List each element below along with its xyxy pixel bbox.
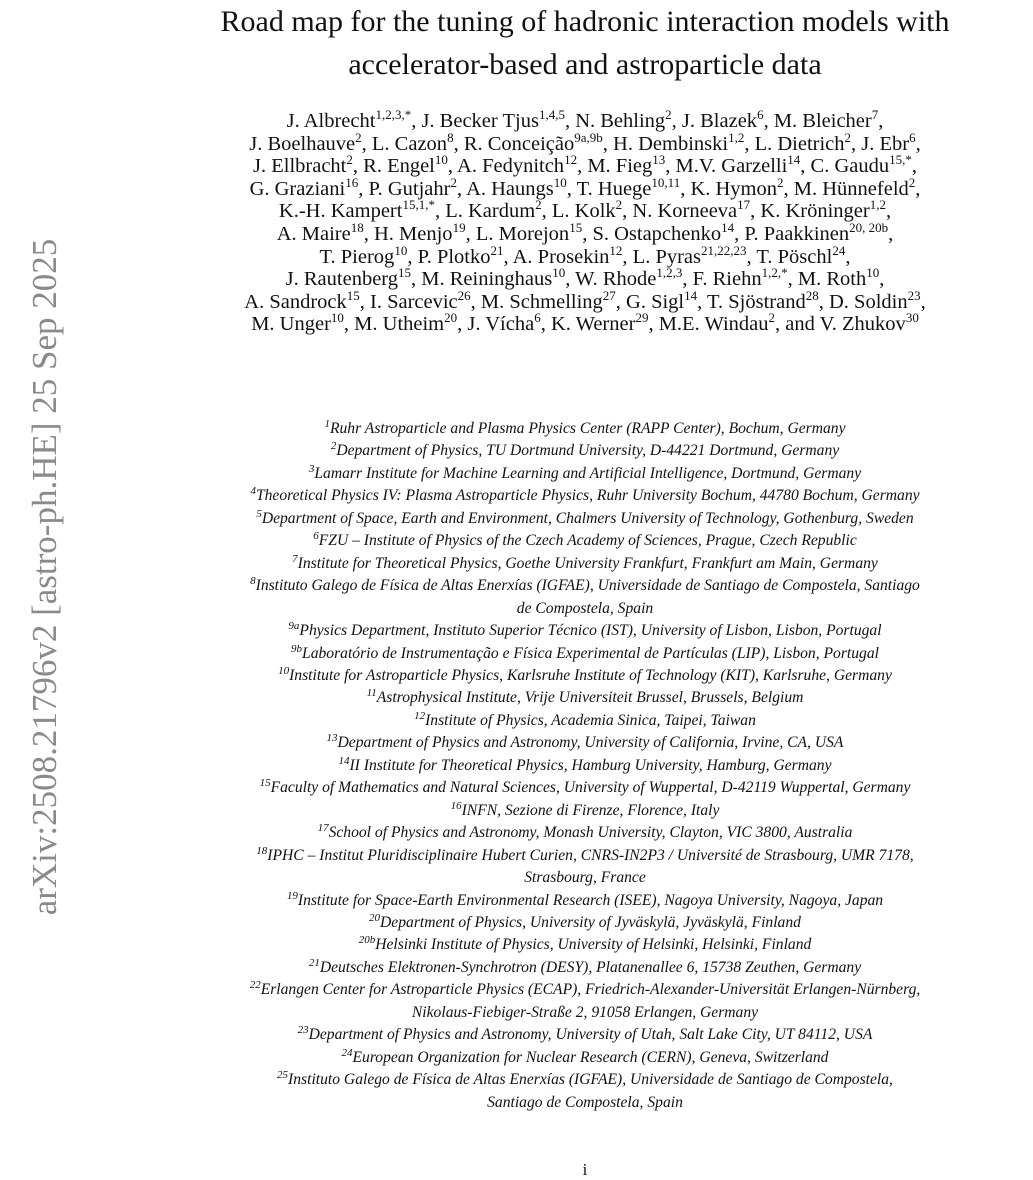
author-name: S. Ostapchenko (592, 222, 722, 245)
affiliation-number: 2 (330, 440, 337, 453)
author (421, 107, 565, 132)
author-name: H. Menjo (373, 222, 453, 245)
author-affiliation-marks: 21,22,23 (701, 242, 747, 258)
affiliation (135, 934, 1033, 956)
affiliation-continuation: Nikolaus-Fiebiger-Straße 2, 91058 Erlangen, Germany (411, 1003, 759, 1021)
author-name: M. Hünnefeld (793, 177, 909, 200)
affiliation-text: Astrophysical Institute, Vrije Universiteit Brussel, Brussels, Belgium (376, 689, 804, 707)
author-list (135, 107, 1033, 336)
author-affiliation-marks: 23 (907, 287, 921, 303)
author (797, 265, 880, 291)
author-line: A. Maire$^{18}$, H. Menjo$^{19}$, L. Morejon$^{15}$, S. Ostapchenko$^{14}$, P. Paakkinen$^{20, 20b}$, (276, 220, 894, 245)
affiliation-number: 4 (250, 485, 256, 498)
author-name: G. Graziani (249, 177, 346, 200)
page-number: i (582, 1160, 588, 1179)
author-affiliation-marks: 15 (569, 220, 583, 236)
author-name: L. Cazon (371, 132, 448, 155)
author-name: T. Pöschl (756, 245, 833, 268)
author-name: K.-H. Kampert (278, 200, 403, 223)
affiliation (135, 643, 1033, 665)
author-affiliation-marks: 18 (350, 220, 364, 236)
author (285, 265, 412, 291)
affiliation-continuation: de Compostela, Spain (516, 599, 654, 617)
author (480, 287, 616, 313)
author (810, 152, 912, 178)
author (368, 174, 457, 200)
affiliation (135, 463, 1033, 485)
affiliation-number: 6 (313, 530, 319, 543)
author-name: L. Kardum (445, 200, 536, 223)
author (417, 242, 504, 268)
affiliation (135, 755, 1033, 777)
author (587, 152, 666, 178)
affiliation-text: Deutsches Elektronen-Synchrotron (DESY), Platanenallee 6, 15738 Zeuthen, Germany (319, 958, 862, 976)
author (575, 265, 683, 291)
author (463, 129, 603, 155)
author-line: M. Unger$^{10}$, M. Utheim$^{20}$, J. Vícha$^6$, K. Werner$^{29}$, M.E. Windau$^2$, and V. Zhukov$^{30}$ (251, 310, 919, 336)
affiliation-text: Theoretical Physics IV: Plasma Astroparticle Physics, Ruhr University Bochum, 44780 Bochum, Germany (255, 487, 920, 505)
author-name: A. Haungs (466, 177, 554, 200)
affiliation (135, 845, 1033, 867)
author-affiliation-marks: 9a,9b (574, 129, 603, 145)
author-affiliation-marks: 14 (684, 287, 698, 303)
author-affiliation-marks: 1,2 (728, 129, 745, 145)
author (551, 197, 623, 223)
author-name: L. Morejon (475, 222, 570, 245)
author (658, 310, 776, 336)
author (251, 310, 344, 336)
author-name: A. Prosekin (512, 245, 610, 268)
author (286, 107, 412, 132)
affiliation (135, 822, 1033, 844)
affiliation-text: Helsinki Institute of Physics, University of Helsinki, Helsinki, Finland (375, 936, 812, 954)
author-name: M. Fieg (587, 155, 653, 178)
author-name: L. Kolk (551, 200, 616, 223)
affiliation-text: II Institute for Theoretical Physics, Hamburg University, Hamburg, Germany (349, 756, 832, 774)
author-affiliation-marks: 2 (844, 129, 852, 145)
affiliation-text: European Organization for Nuclear Research (CERN), Geneva, Switzerland (352, 1048, 829, 1066)
author-name: T. Sjöstrand (707, 290, 806, 313)
author-affiliation-marks: 2 (355, 129, 362, 145)
author (675, 152, 801, 178)
author-affiliation-marks: 15,* (889, 152, 912, 168)
author-affiliation-marks: 14 (787, 152, 801, 168)
author-affiliation-marks: 2 (768, 310, 776, 326)
author-affiliation-marks: 10,11 (651, 174, 681, 190)
author (354, 310, 458, 336)
affiliation (135, 912, 1033, 934)
title-line: accelerator-based and astroparticle data (348, 48, 822, 81)
author-name: M. Reininghaus (421, 268, 553, 291)
author-name: N. Behling (575, 110, 666, 132)
author-affiliation-marks: 6 (534, 310, 541, 326)
author-affiliation-marks: 10 (394, 242, 408, 258)
author (576, 174, 681, 200)
author-name: P. Plotko (417, 245, 491, 268)
author-affiliation-marks: 6 (757, 107, 764, 123)
author (475, 220, 583, 245)
author-name: L. Pyras (632, 245, 701, 268)
author-affiliation-marks: 10 (552, 265, 566, 281)
affiliation (135, 800, 1033, 822)
author-affiliation-marks: 1,4,5 (538, 107, 565, 123)
author-name: W. Rhode (575, 268, 657, 291)
author-affiliation-marks: 26 (457, 287, 471, 303)
affiliation (135, 418, 1033, 440)
author-affiliation-marks: 24 (832, 242, 846, 258)
author (550, 310, 649, 336)
author (690, 174, 784, 200)
author (754, 129, 852, 155)
affiliation-text: Institute for Theoretical Physics, Goethe University Frankfurt, Frankfurt am Main, Germany (297, 554, 878, 572)
author-name: J. Boelhauve (249, 132, 356, 155)
author-name: J. Albrecht (286, 110, 376, 132)
affiliation-text: Department of Physics, University of Jyväskylä, Jyväskylä, Finland (380, 913, 801, 931)
author-name: M.E. Windau (658, 313, 769, 336)
author-name: J. Ebr (861, 132, 910, 155)
author (363, 152, 448, 178)
author (773, 107, 879, 132)
affiliation-continuation: Strasbourg, France (524, 869, 646, 887)
author-affiliation-marks: 29 (635, 310, 649, 326)
author-affiliation-marks: 2 (450, 174, 457, 190)
author (632, 242, 747, 268)
affiliation (135, 777, 1033, 799)
paper-title (135, 0, 1033, 86)
author (421, 265, 566, 291)
author-line: J. Boelhauve$^2$, L. Cazon$^8$, R. Conceição$^{9a,9b}$, H. Dembinski$^{1,2}$, L. Dietrich$^2$, J. Ebr$^6$, (249, 129, 921, 155)
author (244, 287, 360, 313)
affiliation-number: 20 (369, 911, 381, 924)
author-affiliation-marks: 12 (609, 242, 623, 258)
author-affiliation-marks: 2 (665, 107, 672, 123)
author (707, 287, 819, 313)
author-name: J. Ellbracht (253, 155, 347, 178)
affiliation (135, 440, 1033, 462)
affiliation-number: 1 (324, 417, 330, 430)
title-line: Road map for the tuning of hadronic interaction models with (220, 5, 950, 38)
author (592, 220, 735, 245)
affiliation-number: 19 (286, 889, 298, 902)
author-name: A. Maire (276, 222, 351, 245)
author-name: M. Roth (797, 268, 867, 291)
author (373, 220, 466, 245)
affiliation (135, 620, 1033, 642)
author-affiliation-marks: 8 (447, 129, 454, 145)
affiliation (135, 710, 1033, 732)
author (861, 129, 916, 155)
author-name: T. Huege (576, 177, 652, 200)
author-line: G. Graziani$^{16}$, P. Gutjahr$^2$, A. Haungs$^{10}$, T. Huege$^{10,11}$, K. Hymon$^2$, M. Hünnefeld$^2$, (249, 174, 921, 200)
affiliation-text: Erlangen Center for Astroparticle Physics (ECAP), Friedrich-Alexander-Universität Erlangen-Nürnberg, (260, 981, 921, 999)
author (681, 107, 764, 132)
affiliation-text: Department of Physics and Astronomy, University of California, Irvine, CA, USA (337, 734, 844, 752)
author-name: R. Conceição (463, 132, 575, 155)
affiliation-text: Institute for Space-Earth Environmental Research (ISEE), Nagoya University, Nagoya, Japan (297, 891, 884, 909)
affiliation-number: 7 (292, 552, 298, 565)
author (626, 287, 698, 313)
affiliation-number: 10 (278, 664, 290, 677)
author-affiliation-marks: 13 (652, 152, 666, 168)
author-name: A. Sandrock (244, 290, 347, 313)
author-name: M. Utheim (354, 313, 445, 336)
author (512, 242, 623, 268)
affiliation (135, 979, 1033, 1001)
author-affiliation-marks: 27 (602, 287, 616, 303)
author-name: H. Dembinski (613, 132, 729, 155)
author-name: G. Sigl (626, 290, 685, 313)
author-affiliation-marks: 17 (737, 197, 751, 213)
author (319, 242, 408, 268)
affiliation-continuation: Santiago de Compostela, Spain (487, 1093, 683, 1111)
author-name: P. Paakkinen (744, 222, 850, 245)
affiliation (135, 687, 1033, 709)
author-affiliation-marks: 1,2,3,* (375, 107, 412, 123)
author-name: F. Riehn (692, 268, 762, 291)
author-affiliation-marks: 2 (535, 197, 542, 213)
author (370, 287, 471, 313)
affiliation-text: Laboratório de Instrumentação e Física Experimental de Partículas (LIP), Lisbon, Portugal (302, 644, 879, 662)
affiliation (135, 508, 1033, 530)
affiliation-text: Lamarr Institute for Machine Learning and Artificial Intelligence, Dortmund, Germany (314, 464, 862, 482)
author (249, 174, 359, 200)
author (276, 220, 364, 245)
affiliation (135, 890, 1033, 912)
author (575, 107, 672, 132)
affiliation (135, 665, 1033, 687)
author (632, 197, 751, 223)
author-affiliation-marks: 1,2,* (761, 265, 788, 281)
author-name: J. Blazek (681, 110, 758, 132)
author-name: and V. Zhukov (785, 313, 906, 336)
affiliation-number: 13 (326, 732, 338, 745)
author (760, 197, 886, 223)
affiliation-number: 20b (358, 934, 376, 947)
affiliation-number: 3 (308, 462, 315, 475)
affiliation (135, 530, 1033, 552)
author-name: R. Engel (363, 155, 435, 178)
author-affiliation-marks: 20, 20b (849, 220, 889, 236)
affiliation-text: Department of Space, Earth and Environment, Chalmers University of Technology, Gothenburg, Sweden (261, 509, 914, 527)
affiliation-text: Institute for Astroparticle Physics, Karlsruhe Institute of Technology (KIT), Karlsruhe, Germany (289, 666, 892, 684)
author-name: M. Bleicher (773, 110, 872, 132)
affiliation-number: 12 (414, 709, 426, 722)
author-name: K. Werner (550, 313, 636, 336)
affiliation-text: Ruhr Astroparticle and Plasma Physics Center (RAPP Center), Bochum, Germany (329, 420, 846, 437)
author (253, 152, 353, 178)
author-affiliation-marks: 2 (615, 197, 623, 213)
author-name: J. Rautenberg (285, 268, 399, 291)
author-line: J. Ellbracht$^2$, R. Engel$^{10}$, A. Fedynitch$^{12}$, M. Fieg$^{13}$, M.V. Garzelli$^{14}$, C. Gaudu$^{15,*}$, (253, 152, 917, 178)
affiliation (135, 957, 1033, 979)
author-affiliation-marks: 1,2,3 (656, 265, 683, 281)
affiliation-text: School of Physics and Astronomy, Monash University, Clayton, VIC 3800, Australia (328, 824, 853, 842)
author (793, 174, 916, 200)
affiliation (135, 553, 1033, 575)
affiliation-number: 9b (291, 642, 303, 655)
author-name: M. Unger (251, 313, 331, 336)
author-affiliation-marks: 10 (330, 310, 344, 326)
author-line: J. Rautenberg$^{15}$, M. Reininghaus$^{10}$, W. Rhode$^{1,2,3}$, F. Riehn$^{1,2,*}$, M. Roth$^{10}$, (285, 265, 885, 291)
author-affiliation-marks: 15 (398, 265, 412, 281)
author-affiliation-marks: 2 (777, 174, 784, 190)
author-affiliation-marks: 1,2 (869, 197, 886, 213)
author-name: A. Fedynitch (457, 155, 565, 178)
author-name: N. Korneeva (632, 200, 738, 223)
affiliation-number: 14 (338, 754, 350, 767)
author-line: A. Sandrock$^{15}$, I. Sarcevic$^{26}$, M. Schmelling$^{27}$, G. Sigl$^{14}$, T. Sjöstrand$^{28}$, D. Soldin$^{23}$, (244, 287, 926, 313)
author-name: J. Becker Tjus (421, 110, 539, 132)
affiliation-number: 25 (277, 1068, 289, 1081)
affiliation-number: 18 (256, 844, 268, 857)
affiliation-number: 21 (308, 956, 320, 969)
affiliation (135, 1069, 1033, 1091)
author-affiliation-marks: 7 (871, 107, 879, 123)
author-affiliation-marks: 30 (905, 310, 919, 326)
author-affiliation-marks: 15 (346, 287, 360, 303)
author-name: K. Hymon (690, 177, 778, 200)
author-line: J. Albrecht$^{1,2,3,*}$, J. Becker Tjus$^{1,4,5}$, N. Behling$^2$, J. Blazek$^6$, M. Bleicher$^7$, (286, 107, 884, 132)
author-affiliation-marks: 16 (345, 174, 359, 190)
author-affiliation-marks: 19 (452, 220, 466, 236)
author (785, 310, 919, 336)
author-line: K.-H. Kampert$^{15,1,*}$, L. Kardum$^2$, L. Kolk$^2$, N. Korneeva$^{17}$, K. Kröninger$^{1,2}$, (278, 197, 892, 223)
author-name: M. Schmelling (480, 290, 603, 313)
author-affiliation-marks: 10 (866, 265, 880, 281)
author-name: M.V. Garzelli (675, 155, 788, 178)
affiliation-text: FZU – Institute of Physics of the Czech Academy of Sciences, Prague, Czech Republic (318, 532, 857, 550)
affiliation-number: 8 (250, 574, 256, 587)
affiliation-number: 22 (249, 979, 261, 992)
author-affiliation-marks: 10 (553, 174, 567, 190)
author (466, 174, 567, 200)
author-affiliation-marks: 6 (909, 129, 916, 145)
affiliation-text: Department of Physics, TU Dortmund University, D-44221 Dortmund, Germany (336, 442, 840, 460)
author (613, 129, 745, 155)
author (828, 287, 921, 313)
affiliation-number: 17 (317, 821, 329, 834)
affiliation (135, 1047, 1033, 1069)
author-name: T. Pierog (319, 245, 395, 268)
affiliation-text: Department of Physics and Astronomy, University of Utah, Salt Lake City, UT 84112, USA (308, 1026, 873, 1044)
author-affiliation-marks: 12 (564, 152, 578, 168)
author-name: C. Gaudu (810, 155, 890, 178)
author-affiliation-marks: 15,1,* (402, 197, 435, 213)
affiliation-list (135, 418, 1033, 1114)
affiliation-number: 9a (288, 619, 300, 632)
author-name: D. Soldin (828, 290, 908, 313)
affiliation (135, 575, 1033, 597)
affiliation-text: INFN, Sezione di Firenze, Florence, Italy (461, 801, 720, 819)
author (756, 242, 846, 268)
affiliation-text: Institute of Physics, Academia Sinica, Taipei, Taiwan (425, 711, 756, 729)
author-affiliation-marks: 20 (444, 310, 458, 326)
affiliation-text: Physics Department, Instituto Superior Técnico (IST), University of Lisbon, Lisbon, Portugal (299, 622, 882, 640)
author (445, 197, 542, 223)
affiliation (135, 485, 1033, 507)
affiliation-text: Faculty of Mathematics and Natural Sciences, University of Wuppertal, D-42119 Wuppertal, Germany (270, 779, 911, 797)
author-affiliation-marks: 2 (908, 174, 916, 190)
affiliation-number: 11 (366, 687, 377, 700)
author (467, 310, 541, 336)
author (744, 220, 889, 245)
author (371, 129, 454, 155)
affiliation-number: 24 (341, 1046, 353, 1059)
author-name: K. Kröninger (760, 200, 870, 223)
affiliation-number: 15 (259, 777, 271, 790)
affiliation-number: 23 (297, 1024, 309, 1037)
affiliation-text: Instituto Galego de Física de Altas Enerxías (IGFAE), Universidade de Santiago de Compostela, Santiago (255, 577, 920, 595)
affiliation-number: 16 (450, 799, 462, 812)
affiliation-text: IPHC – Institut Pluridisciplinaire Hubert Curien, CNRS-IN2P3 / Université de Strasbourg, UMR 7178, (267, 846, 914, 864)
affiliation (135, 1024, 1033, 1046)
author-name: I. Sarcevic (370, 290, 458, 313)
author (249, 129, 362, 155)
author-affiliation-marks: 28 (805, 287, 819, 303)
author (278, 197, 435, 223)
affiliation-text: Instituto Galego de Física de Altas Enerxías (IGFAE), Universidade de Santiago de Compostela, (288, 1071, 893, 1089)
author-affiliation-marks: 2 (346, 152, 353, 168)
arxiv-identifier-sidebar: arXiv:2508.21796v2 [astro-ph.HE] 25 Sep 2025 (25, 238, 64, 916)
author (457, 152, 578, 178)
affiliation (135, 732, 1033, 754)
author-name: P. Gutjahr (368, 177, 451, 200)
author (692, 265, 788, 291)
author-name: J. Vícha (467, 313, 535, 336)
affiliation-number: 5 (256, 507, 262, 520)
author-affiliation-marks: 14 (721, 220, 735, 236)
author-affiliation-marks: 21 (490, 242, 504, 258)
author-line: T. Pierog$^{10}$, P. Plotko$^{21}$, A. Prosekin$^{12}$, L. Pyras$^{21,22,23}$, T. Pöschl$^{24}$, (319, 242, 851, 268)
author-name: L. Dietrich (754, 132, 845, 155)
author-affiliation-marks: 10 (434, 152, 448, 168)
